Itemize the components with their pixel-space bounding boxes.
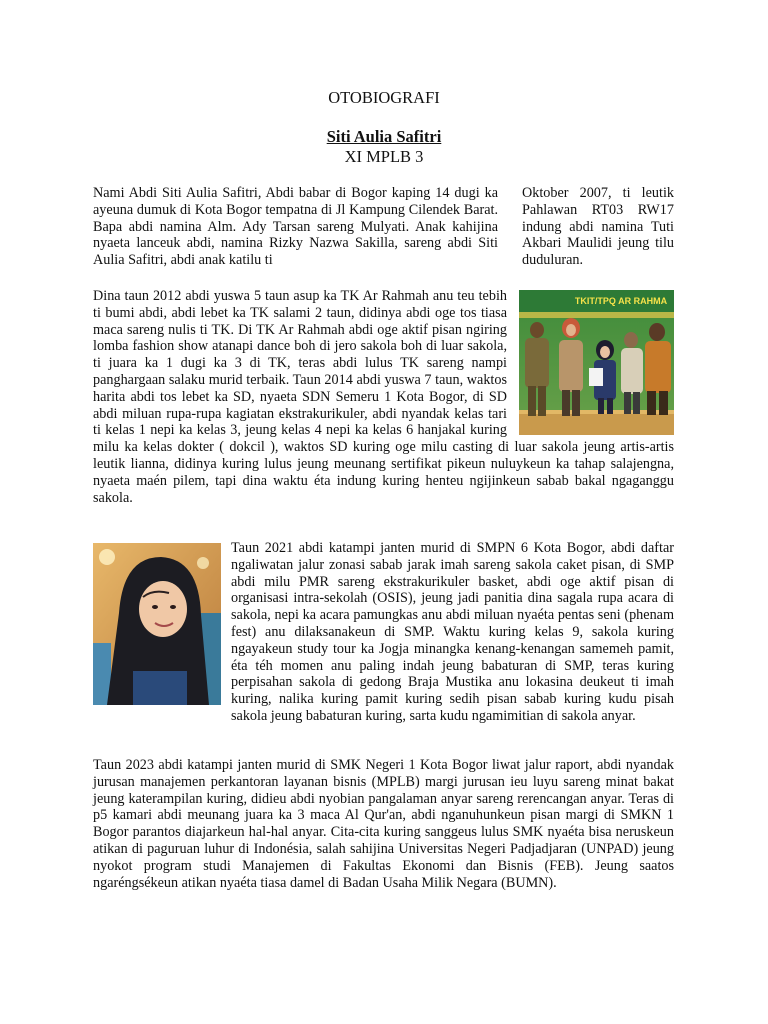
- paragraph-3-block: [93, 540, 674, 725]
- paragraph-1-left: Nami Abdi Siti Aulia Safitri, Abdi babar di Bogor kaping 14 dugi ka ayeuna dumuk di Kota Bogor tempatna di Jl Kampung Cilendek Barat. Bapa abdi namina Alm. Ady Tarsan sareng Mulyati. Anak kahijina nyaeta lanceuk abdi, namina Rizky Nazwa Sakilla, sareng abdi Siti Aulia Safitri, abdi anak katilu ti: [93, 185, 498, 269]
- document-title: OTOBIOGRAFI: [328, 88, 440, 107]
- banner-text: TKIT/TPQ AR RAHMA: [574, 296, 668, 306]
- paragraph-2-block: [93, 288, 674, 506]
- paragraph-1-right: Oktober 2007, ti leutik Pahlawan RT03 RW17 indung abdi namina Tuti Akbari Maulidi jeung tilu duduluran.: [522, 185, 674, 269]
- award-ceremony-photo: [519, 290, 674, 435]
- award-ceremony-illustration: [519, 290, 674, 435]
- paragraph-4: Taun 2023 abdi katampi janten murid di SMK Negeri 1 Kota Bogor liwat jalur raport, abdi nyandak jurusan manajemen perkantoran layanan bisnis (MPLB) margi jurusan ieu luyu sareng minat bakat jeung katerampilan kuring, didieu abdi nyobian pangalaman anyar sareng rerencangan anyar. Teras di p5 kamari abdi meunang juara ka 3 maca Al Qur'an, abdi nganuhunkeun pisan margi di SMKN 1 Bogor parantos diajarkeun hal-hal anyar. Cita-cita kuring sanggeus lulus SMK nyaéta bisa neruskeun atikan di paguruan luhur di Indonésia, salah sahijina Universitas Negeri Padjadjaran (UNPAD) jeung nyokot program studi Manajemen di Fakultas Ekonomi dan Bisnis (FEB). Jeung saatos ngaréngsékeun atikan nyaéta tiasa damel di Badan Usaha Milik Negara (BUMN).: [93, 757, 674, 891]
- author-name: Siti Aulia Safitri: [326, 127, 442, 146]
- paragraph-3-text: Taun 2021 abdi katampi janten murid di SMPN 6 Kota Bogor, abdi daftar ngaliwatan jalur zonasi sabab jarak imah sareng sakola caket pisan, di SMP abdi milu PMR sareng ekstrakurikuler basket, abdi oge aktif pisan di organisasi intra-sekolah (OSIS), jeung jadi panitia dina sagala rupa acara di sakola, nepi ka acara pamungkas anu abdi miluan nyaéta pentas seni (phenam fest) anu dilaksanakeun di SMP. Waktu kuring kelas 9, sakola kuring ngayakeun study tour ka Jogja minangka kenang-kenangan samemeh pamit, éta téh momen anu paling indah jeung babaturan di SMP, teras kuring perpisahan sakola di gedong Braja Mustika anu lokasina deukeut ti imah kuring, nalika kuring pamit kuring sedih pisan sabab kuring kudu pisah sakola jeung babaturan kuring, sarta kudu ngamimitian di sakola anyar.: [231, 540, 674, 724]
- portrait-photo: [93, 543, 221, 705]
- paragraph-2-text: Dina taun 2012 abdi yuswa 5 taun asup ka TK Ar Rahmah anu teu tebih ti bumi abdi, abdi lebet ka TK salami 2 taun, didinya abdi oge tos tiasa maca sareng nulis ti TK. Di TK Ar Rahmah abdi oge aktif pisan ngiring lomba fashion show atanapi dance boh di jero sakola boh di luar sakola, ti juara ka 1 dugi ka 3 di TK, teras abdi lulus TK sareng nampi panghargaan salaku murid terbaik. Taun 2014 abdi yuswa 7 taun, waktos harita abdi tos lebet ka SD, nyaeta SDN Semeru 1 Kota Bogor, di SD abdi miluan rupa-rupa kagiatan ekstrakurikuler, abdi nyandak kelas tari ti kelas 1 nepi ka kelas 3, jeung kelas 4 nepi ka kelas 6 hanjakal kuring milu ka kelas dokter ( dokcil ), waktos SD kuring oge milu casting di luar sakola jeung artis-artis leutik lianna, didinya kuring lulus jeung meunang sertifikat pikeun nuluykeun ka tahap salajengna, nyaeta maén pilem, tapi dina waktu éta indung kuring henteu ngijinkeun sabab bakal ngaganggu sakola.: [93, 288, 674, 506]
- portrait-illustration: [93, 543, 221, 705]
- author-class: XI MPLB 3: [344, 147, 424, 166]
